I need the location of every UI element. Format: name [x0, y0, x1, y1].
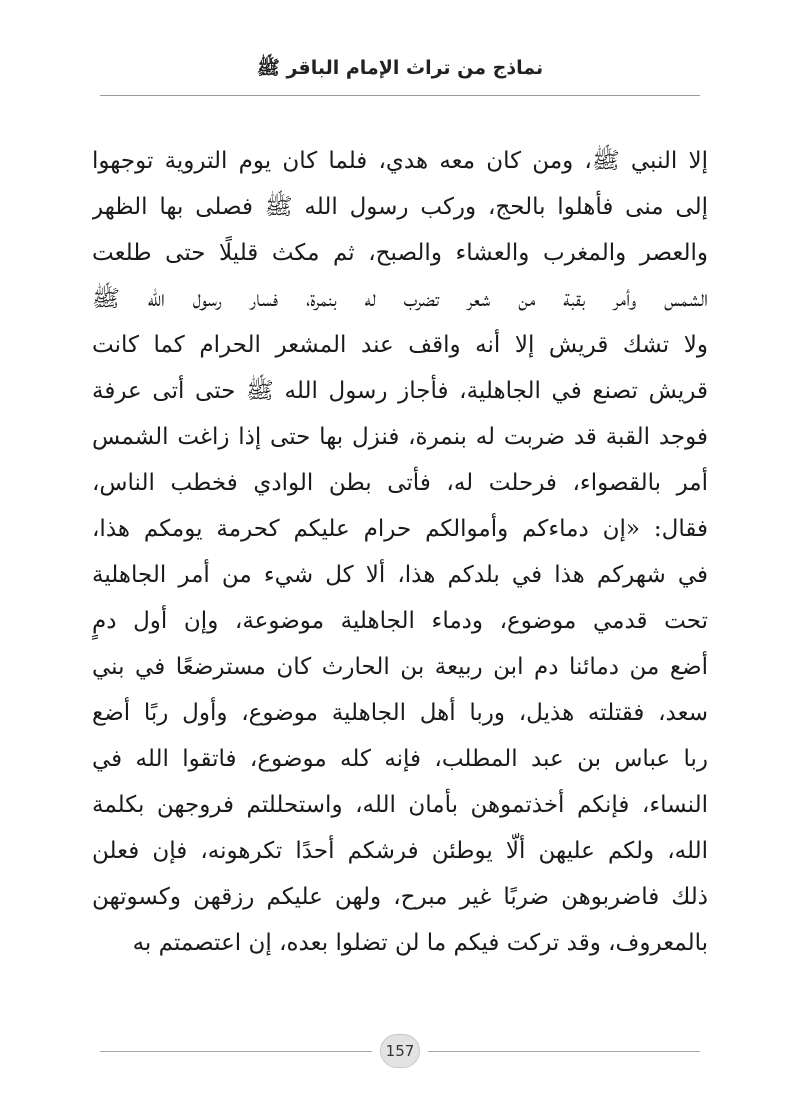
text-line: إلا النبي ﷺ، ومن كان معه هدي، فلما كان يوم التروية توجهوا — [92, 148, 708, 174]
page-number: 157 — [380, 1034, 420, 1068]
text-line: أضع من دمائنا دم ابن ربيعة بن الحارث كان مسترضعًا في بني — [92, 654, 708, 680]
text-line: إلى منى فأهلوا بالحج، وركب رسول الله ﷺ فصلى بها الظهر — [92, 194, 708, 220]
text-line: ذلك فاضربوهن ضربًا غير مبرح، ولهن عليكم رزقهن وكسوتهن — [92, 884, 708, 910]
header-divider — [100, 95, 700, 96]
text-line: أمر بالقصواء، فرحلت له، فأتى بطن الوادي فخطب الناس، — [92, 470, 708, 496]
running-head-title: نماذج من تراث الإمام الباقر ﷺ — [256, 57, 544, 79]
text-line: ولا تشك قريش إلا أنه واقف عند المشعر الحرام كما كانت — [92, 332, 708, 358]
text-line: في شهركم هذا في بلدكم هذا، ألا كل شيء من أمر الجاهلية — [92, 562, 708, 588]
text-line: بالمعروف، وقد تركت فيكم ما لن تضلوا بعده، إن اعتصمتم به — [132, 930, 708, 956]
text-line: قريش تصنع في الجاهلية، فأجاز رسول الله ﷺ حتى أتى عرفة — [92, 378, 708, 404]
text-line: والعصر والمغرب والعشاء والصبح، ثم مكث قليلًا حتى طلعت — [92, 240, 708, 266]
text-line: تحت قدمي موضوع، ودماء الجاهلية موضوعة، وإن أول دمٍ — [92, 608, 708, 634]
text-line: النساء، فإنكم أخذتموهن بأمان الله، واستحللتم فروجهن بكلمة — [92, 792, 708, 818]
footer-divider-left — [100, 1051, 372, 1052]
text-line: الشمس وأمر بقبة من شعر تضرب له بنمرة، فسار رسول الله ﷺ — [92, 286, 708, 312]
footer-divider-right — [428, 1051, 700, 1052]
body-text — [92, 138, 708, 966]
text-line: فقال: «إن دماءكم وأموالكم حرام عليكم كحرمة يومكم هذا، — [92, 516, 708, 542]
text-line: ربا عباس بن عبد المطلب، فإنه كله موضوع، فاتقوا الله في — [92, 746, 708, 772]
text-line: سعد، فقتلته هذيل، وربا أهل الجاهلية موضوع، وأول ربًا أضع — [92, 700, 708, 726]
text-line: الله، ولكم عليهن ألّا يوطئن فرشكم أحدًا تكرهونه، فإن فعلن — [92, 838, 708, 864]
text-line: فوجد القبة قد ضربت له بنمرة، فنزل بها حتى إذا زاغت الشمس — [92, 424, 708, 450]
